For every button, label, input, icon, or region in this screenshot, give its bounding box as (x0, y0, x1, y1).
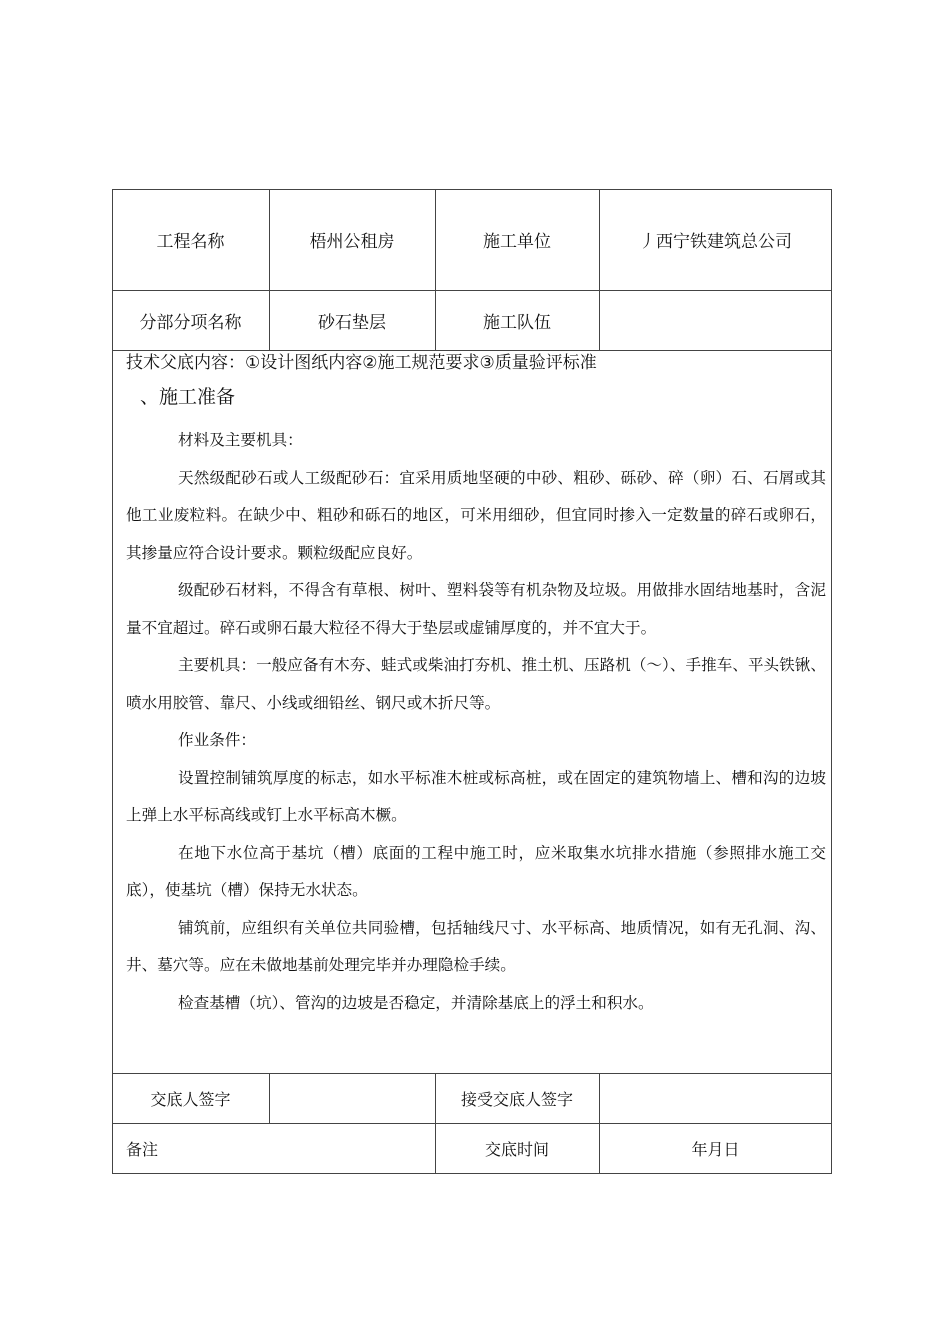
team-value (599, 290, 832, 350)
receiver-sign-label: 接受交底人签字 (460, 1089, 573, 1109)
paragraph: 设置控制铺筑厚度的标志，如水平标准木桩或标高桩，或在固定的建筑物墙上、槽和沟的边坡上弹上水平标高线或钉上水平标高木橛。 (126, 768, 826, 824)
paragraph: 铺筑前，应组织有关单位共同验槽，包括轴线尺寸、水平标高、地质情况，如有无孔洞、沟、井、墓穴等。应在未做地基前处理完毕并办理隐检手续。 (126, 918, 826, 974)
paragraph: 在地下水位高于基坑（槽）底面的工程中施工时，应米取集水坑排水措施（参照排水施工交底），使基坑（槽）保持无水状态。 (126, 843, 826, 899)
paragraph: 材料及主要机具： (178, 431, 303, 449)
presenter-sign-label: 交底人签字 (150, 1089, 231, 1109)
disclosure-time-label: 交底时间 (484, 1139, 549, 1159)
contractor-value: 丿西宁铁建筑总公司 (639, 232, 792, 252)
remarks-label: 备注 (126, 1139, 159, 1159)
paragraph: 主要机具：一般应备有木夯、蛙式或柴油打夯机、推土机、压路机（〜）、手推车、平头铁锹、喷水用胶管、靠尺、小线或细铅丝、钢尺或木折尺等。 (126, 656, 826, 712)
team-label: 施工队伍 (483, 312, 551, 333)
content-intro: 技术父底内容：①设计图纸内容②施工规范要求③质量验评标准 (126, 353, 597, 373)
paragraph: 检查基槽（坑）、管沟的边坡是否稳定，并清除基底上的浮土和积水。 (178, 993, 654, 1012)
paragraph: 作业条件： (178, 731, 256, 749)
project-name-value: 梧州公租房 (309, 232, 395, 252)
section-title: 、施工准备 (140, 386, 236, 408)
disclosure-form (112, 189, 832, 1174)
contractor-label: 施工单位 (483, 232, 551, 252)
disclosure-time-value: 年月日 (691, 1139, 740, 1159)
subitem-value: 砂石垫层 (318, 312, 386, 333)
subitem-label: 分部分项名称 (139, 312, 242, 333)
paragraph: 级配砂石材料，不得含有草根、树叶、塑料袋等有机杂物及垃圾。用做排水固结地基时，含泥量不宜超过。碎石或卵石最大粒径不得大于垫层或虚铺厚度的，并不宜大于。 (126, 581, 826, 637)
disclosure-content (112, 350, 832, 1073)
presenter-sign-value (269, 1073, 435, 1123)
table-border-bottom (112, 1173, 832, 1174)
project-name-label: 工程名称 (156, 232, 225, 252)
receiver-sign-value (599, 1073, 832, 1123)
paragraph: 天然级配砂石或人工级配砂石：宜采用质地坚硬的中砂、粗砂、砾砂、碎（卵）石、石屑或其他工业废粒料。在缺少中、粗砂和砾石的地区，可米用细砂，但宜同时掺入一定数量的碎石或卵石，其掺量应符合设计要求。颗粒级配应良好。 (126, 468, 826, 562)
